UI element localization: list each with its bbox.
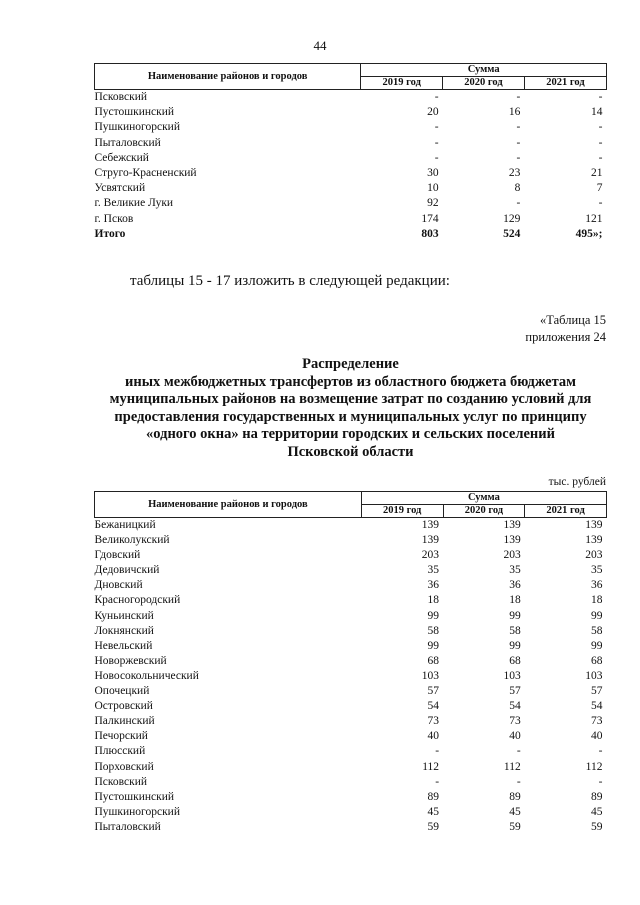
district-name: Себежский [94, 151, 149, 164]
header-name: Наименование районов и городов [95, 64, 361, 90]
value-cell: 18 [591, 594, 603, 607]
table-row [95, 760, 607, 775]
district-name: Пушкиногорский [94, 121, 180, 134]
table-1 [94, 63, 607, 242]
value-cell: - [598, 151, 603, 164]
value-cell: 139 [585, 519, 603, 531]
table-row [95, 639, 607, 654]
table-2-body [95, 518, 607, 835]
district-name: Невельский [94, 639, 153, 652]
value-cell: 73 [591, 715, 603, 728]
value-cell: 139 [503, 519, 521, 531]
value-cell: 112 [503, 760, 521, 773]
district-name: Дновский [94, 579, 143, 592]
district-name: Пустошкинский [94, 106, 175, 119]
table-row [95, 151, 607, 166]
value-cell: 40 [427, 730, 440, 743]
table-row [95, 593, 607, 608]
value-cell: 18 [509, 594, 521, 607]
district-name: Пыталовский [94, 136, 161, 149]
value-cell: 112 [585, 760, 603, 773]
district-name: Локнянский [94, 624, 154, 637]
value-cell: - [516, 775, 521, 788]
value-cell: - [434, 136, 439, 149]
district-name: Пыталовский [94, 820, 161, 833]
value-cell: 59 [509, 820, 521, 833]
table-2 [94, 491, 607, 835]
title-line: Распределение [302, 356, 399, 372]
header-sum: Сумма [361, 492, 606, 505]
value-cell: - [598, 136, 603, 149]
title-line: «одного окна» на территории городских и сельских поселений [146, 426, 555, 442]
district-name: Печорский [94, 730, 148, 743]
district-name: Дедовичский [94, 564, 160, 577]
title-line: муниципальных районов на возмещение затрат по созданию условий для [109, 391, 592, 407]
value-cell: 99 [427, 639, 440, 652]
value-cell: 68 [427, 654, 440, 667]
value-cell: 174 [421, 212, 439, 225]
value-cell: 8 [514, 182, 521, 195]
value-cell: 58 [427, 624, 440, 637]
value-cell: - [598, 91, 603, 103]
value-cell: 35 [591, 564, 603, 577]
value-cell: 35 [427, 564, 440, 577]
value-cell: - [434, 121, 439, 134]
value-cell: - [434, 151, 439, 164]
value-cell: 89 [591, 790, 603, 803]
value-cell: 203 [585, 549, 603, 562]
table-row [95, 563, 607, 578]
table-row [95, 90, 607, 106]
district-name: Опочецкий [94, 685, 150, 698]
title-line: иных межбюджетных трансфертов из областного бюджета бюджетам [124, 373, 577, 390]
value-cell: 68 [509, 654, 521, 667]
value-cell: 20 [427, 106, 439, 119]
table-row [95, 699, 607, 714]
value-cell: 203 [421, 549, 440, 562]
district-name: Усвятский [94, 182, 146, 195]
value-cell: - [434, 91, 439, 103]
value-cell: - [598, 745, 603, 758]
value-cell: 45 [509, 805, 521, 818]
district-name: Новосокольнический [94, 669, 199, 682]
value-cell: 121 [585, 212, 603, 225]
header-year-2020: 2020 год [443, 505, 525, 518]
value-cell: 99 [509, 639, 521, 652]
table-row [95, 105, 607, 120]
district-name: г. Великие Луки [94, 197, 174, 210]
table-row [95, 166, 607, 181]
table-row [95, 609, 607, 624]
value-cell: - [516, 197, 521, 210]
value-cell: 36 [509, 579, 521, 592]
title-line: предоставления государственных и муниципальных услуг по принципу [114, 408, 587, 425]
value-cell: 58 [509, 624, 521, 637]
district-name: Новоржевский [94, 654, 167, 667]
value-cell: - [598, 121, 603, 134]
value-cell: 112 [422, 760, 440, 773]
value-cell: 10 [427, 182, 439, 195]
value-cell: - [435, 775, 440, 788]
title-line: Псковской области [287, 443, 414, 460]
value-cell: 89 [509, 790, 521, 803]
value-cell: 103 [421, 669, 440, 682]
value-cell: 203 [503, 549, 521, 562]
value-cell: 495»; [575, 227, 603, 240]
district-name: Итого [94, 227, 126, 240]
value-cell: 40 [509, 730, 521, 743]
value-cell: 99 [427, 609, 440, 622]
district-name: Струго-Красненский [94, 167, 197, 180]
table-row [95, 548, 607, 563]
value-cell: 103 [585, 669, 603, 682]
reference-line-2: приложения 24 [525, 330, 606, 344]
table-1-body [95, 90, 607, 243]
value-cell: - [516, 91, 521, 103]
value-cell: 99 [591, 639, 603, 652]
value-cell: 36 [427, 579, 440, 592]
value-cell: 54 [591, 700, 603, 713]
value-cell: 57 [509, 685, 521, 698]
header-year-2019: 2019 год [361, 505, 443, 518]
district-name: Пушкиногорский [94, 805, 180, 818]
district-name: Пустошкинский [94, 790, 175, 803]
value-cell: 139 [421, 519, 440, 531]
value-cell: 45 [427, 805, 440, 818]
value-cell: 99 [509, 609, 521, 622]
value-cell: 36 [591, 579, 603, 592]
header-year-2021: 2021 год [525, 505, 607, 518]
district-name: Куньинский [94, 609, 154, 622]
instruction-text: таблицы 15 - 17 изложить в следующей редакции: [130, 273, 450, 289]
value-cell: 103 [503, 669, 521, 682]
table-row [95, 136, 607, 151]
page-number: 44 [313, 38, 327, 53]
table-row [95, 820, 607, 835]
value-cell: 7 [596, 182, 603, 195]
value-cell: 57 [591, 685, 603, 698]
table-row [95, 744, 607, 759]
value-cell: - [516, 136, 521, 149]
value-cell: 59 [591, 820, 603, 833]
table-row [95, 181, 607, 196]
district-name: Псковский [94, 775, 148, 788]
district-name: г. Псков [94, 212, 134, 225]
value-cell: 54 [509, 700, 521, 713]
unit-label: тыс. рублей [548, 476, 606, 488]
table-row [95, 533, 607, 548]
document-title [94, 356, 607, 461]
district-name: Гдовский [94, 549, 141, 562]
table-row [95, 120, 607, 135]
value-cell: 21 [591, 167, 603, 180]
value-cell: 803 [421, 227, 439, 240]
header-year-2019: 2019 год [361, 77, 443, 90]
value-cell: 57 [427, 685, 440, 698]
value-cell: 99 [591, 609, 603, 622]
header-name: Наименование районов и городов [95, 492, 362, 518]
value-cell: 40 [591, 730, 603, 743]
header-year-2020: 2020 год [443, 77, 525, 90]
table-row [95, 790, 607, 805]
table-row [95, 684, 607, 699]
table-row [95, 805, 607, 820]
district-name: Псковский [94, 91, 148, 103]
value-cell: 59 [427, 820, 440, 833]
table-row [95, 518, 607, 534]
table-row [95, 227, 607, 242]
value-cell: 30 [427, 167, 439, 180]
table-reference [525, 312, 606, 346]
value-cell: 23 [508, 167, 521, 180]
value-cell: 524 [503, 227, 521, 240]
value-cell: 92 [427, 197, 439, 210]
value-cell: - [598, 775, 603, 788]
value-cell: 139 [585, 534, 603, 547]
table-row [95, 669, 607, 684]
header-sum: Сумма [361, 64, 607, 77]
value-cell: 18 [427, 594, 440, 607]
value-cell: 45 [591, 805, 603, 818]
value-cell: - [598, 197, 603, 210]
value-cell: 139 [503, 534, 521, 547]
district-name: Порховский [94, 760, 154, 773]
district-name: Великолукский [94, 534, 170, 547]
table-row [95, 775, 607, 790]
value-cell: 35 [509, 564, 521, 577]
table-row [95, 212, 607, 227]
value-cell: 73 [509, 715, 521, 728]
district-name: Красногородский [94, 594, 181, 607]
value-cell: 139 [421, 534, 440, 547]
table-row [95, 196, 607, 211]
value-cell: - [516, 121, 521, 134]
reference-line-1: «Таблица 15 [540, 313, 606, 327]
value-cell: 73 [427, 715, 440, 728]
table-row [95, 654, 607, 669]
district-name: Палкинский [94, 715, 155, 728]
value-cell: 58 [591, 624, 603, 637]
value-cell: - [435, 745, 440, 758]
district-name: Островский [94, 700, 153, 713]
value-cell: 54 [427, 700, 440, 713]
value-cell: - [516, 745, 521, 758]
value-cell: 14 [591, 106, 603, 119]
table-row [95, 578, 607, 593]
value-cell: 129 [503, 212, 521, 225]
value-cell: 89 [427, 790, 440, 803]
value-cell: 68 [591, 654, 603, 667]
table-row [95, 624, 607, 639]
value-cell: - [516, 151, 521, 164]
table-row [95, 714, 607, 729]
district-name: Бежаницкий [94, 519, 156, 531]
table-row [95, 729, 607, 744]
district-name: Плюсский [94, 745, 146, 758]
header-year-2021: 2021 год [524, 77, 606, 90]
value-cell: 16 [508, 106, 521, 119]
